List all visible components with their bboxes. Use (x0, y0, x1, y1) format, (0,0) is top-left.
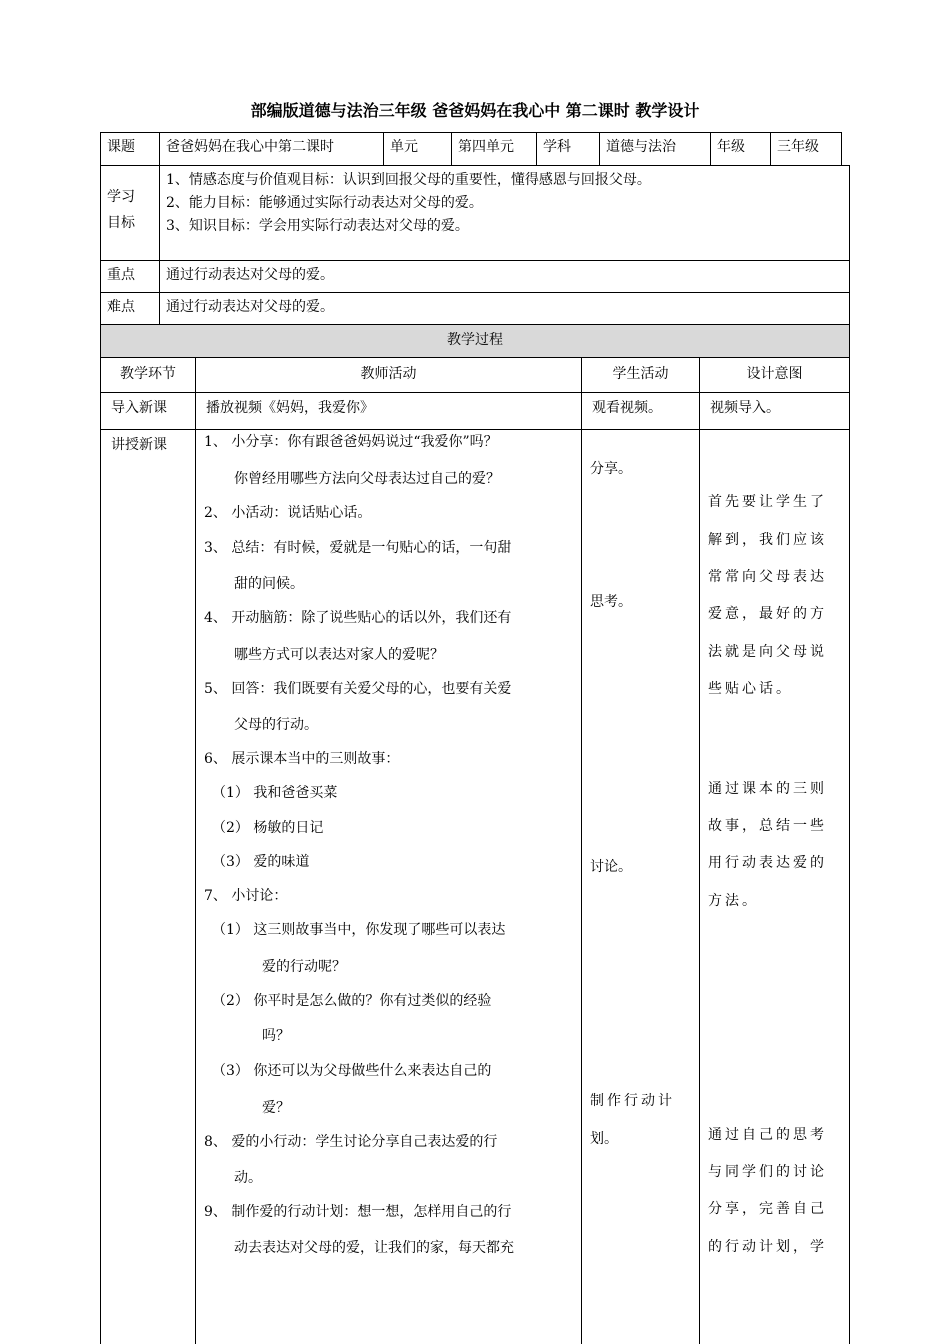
teacher-line: 甜的问候。 (234, 576, 304, 592)
teacher-line: 爱的行动呢？ (262, 959, 346, 975)
teacher-line: 4、 开动脑筋：除了说些贴心的话以外，我们还有 (204, 610, 512, 626)
intro-teacher: 播放视频《妈妈，我爱你》 (195, 392, 582, 430)
student-activity: 讨论。 (590, 859, 632, 875)
student-activity: 制作行动计 (590, 1093, 675, 1109)
teacher-line: 5、 回答：我们既要有关爱父母的心，也要有关爱 (204, 681, 512, 697)
subject-value: 道德与法治 (599, 132, 711, 166)
topic-value: 爸爸妈妈在我心中第二课时 (159, 132, 384, 166)
unit-label: 单元 (383, 132, 452, 166)
teacher-line: 8、 爱的小行动：学生讨论分享自己表达爱的行 (204, 1134, 498, 1150)
teacher-line: （2） 你平时是怎么做的？你有过类似的经验 (212, 993, 492, 1009)
lesson-stage: 讲授新课 (100, 429, 196, 1344)
teacher-line: （3） 爱的味道 (212, 854, 310, 870)
teacher-line: （3） 你还可以为父母做些什么来表达自己的 (212, 1063, 492, 1079)
intent-line: 的行动计划，学 (708, 1239, 827, 1255)
teacher-line: 动去表达对父母的爱，让我们的家，每天都充 (234, 1240, 514, 1256)
intent-line: 用行动表达爱的 (708, 855, 827, 871)
lesson-student (581, 429, 700, 1344)
process-title: 教学过程 (100, 324, 850, 358)
teacher-line: （1） 这三则故事当中，你发现了哪些可以表达 (212, 922, 506, 938)
col-stage-header: 教学环节 (100, 357, 196, 393)
teacher-line: 2、 小活动：说话贴心话。 (204, 505, 372, 521)
intent-line: 解到，我们应该 (708, 532, 827, 548)
goals-label (100, 165, 160, 261)
difficulty-label: 难点 (100, 292, 160, 325)
intent-line: 爱意，最好的方 (708, 606, 827, 622)
teacher-line: 爱？ (262, 1100, 290, 1116)
goals-label-text: 学习目标 (107, 189, 135, 231)
intro-stage: 导入新课 (100, 392, 196, 430)
col-intent-header: 设计意图 (699, 357, 850, 393)
intent-line: 通过课本的三则 (708, 781, 827, 797)
teacher-line: 你曾经用哪些方法向父母表达过自己的爱？ (234, 471, 500, 487)
goal-item: 3、知识目标：学会用实际行动表达对父母的爱。 (166, 218, 469, 234)
intent-line: 分享，完善自己 (708, 1201, 827, 1217)
goals-content (159, 165, 850, 261)
intent-line: 通过自己的思考 (708, 1127, 827, 1143)
intro-student: 观看视频。 (581, 392, 700, 430)
student-activity: 划。 (590, 1131, 618, 1147)
intent-line: 法就是向父母说 (708, 644, 827, 660)
teacher-line: 1、 小分享：你有跟爸爸妈妈说过“我爱你”吗？ (204, 434, 498, 450)
teacher-line: 哪些方式可以表达对家人的爱呢？ (234, 647, 444, 663)
student-activity: 思考。 (590, 594, 632, 610)
student-activity: 分享。 (590, 461, 632, 477)
teacher-line: 父母的行动。 (234, 717, 318, 733)
intent-line: 故事，总结一些 (708, 818, 827, 834)
col-teacher-header: 教师活动 (195, 357, 582, 393)
goal-item: 1、情感态度与价值观目标：认识到回报父母的重要性，懂得感恩与回报父母。 (166, 172, 651, 188)
key-point-label: 重点 (100, 260, 160, 293)
teacher-line: （1） 我和爸爸买菜 (212, 785, 338, 801)
subject-label: 学科 (536, 132, 600, 166)
difficulty-value: 通过行动表达对父母的爱。 (159, 292, 850, 325)
intent-line: 方法。 (708, 893, 759, 909)
intent-line: 些贴心话。 (708, 681, 793, 697)
goal-item: 2、能力目标：能够通过实际行动表达对父母的爱。 (166, 195, 483, 211)
col-student-header: 学生活动 (581, 357, 700, 393)
key-point-value: 通过行动表达对父母的爱。 (159, 260, 850, 293)
unit-value: 第四单元 (451, 132, 537, 166)
page-title: 部编版道德与法治三年级 爸爸妈妈在我心中 第二课时 教学设计 (250, 101, 700, 120)
topic-label: 课题 (100, 132, 160, 166)
intent-line: 常常向父母表达 (708, 569, 827, 585)
teacher-line: 6、 展示课本当中的三则故事： (204, 751, 400, 767)
intro-intent: 视频导入。 (699, 392, 850, 430)
teacher-line: （2） 杨敏的日记 (212, 820, 324, 836)
intent-line: 与同学们的讨论 (708, 1164, 827, 1180)
teacher-line: 7、 小讨论： (204, 888, 288, 904)
intent-line: 首先要让学生了 (708, 494, 827, 510)
teacher-line: 3、 总结：有时候，爱就是一句贴心的话，一句甜 (204, 540, 512, 556)
grade-label: 年级 (710, 132, 771, 166)
teacher-line: 动。 (234, 1170, 262, 1186)
teacher-line: 9、 制作爱的行动计划：想一想，怎样用自己的行 (204, 1204, 512, 1220)
teacher-line: 吗？ (262, 1028, 290, 1044)
grade-value: 三年级 (770, 132, 842, 166)
